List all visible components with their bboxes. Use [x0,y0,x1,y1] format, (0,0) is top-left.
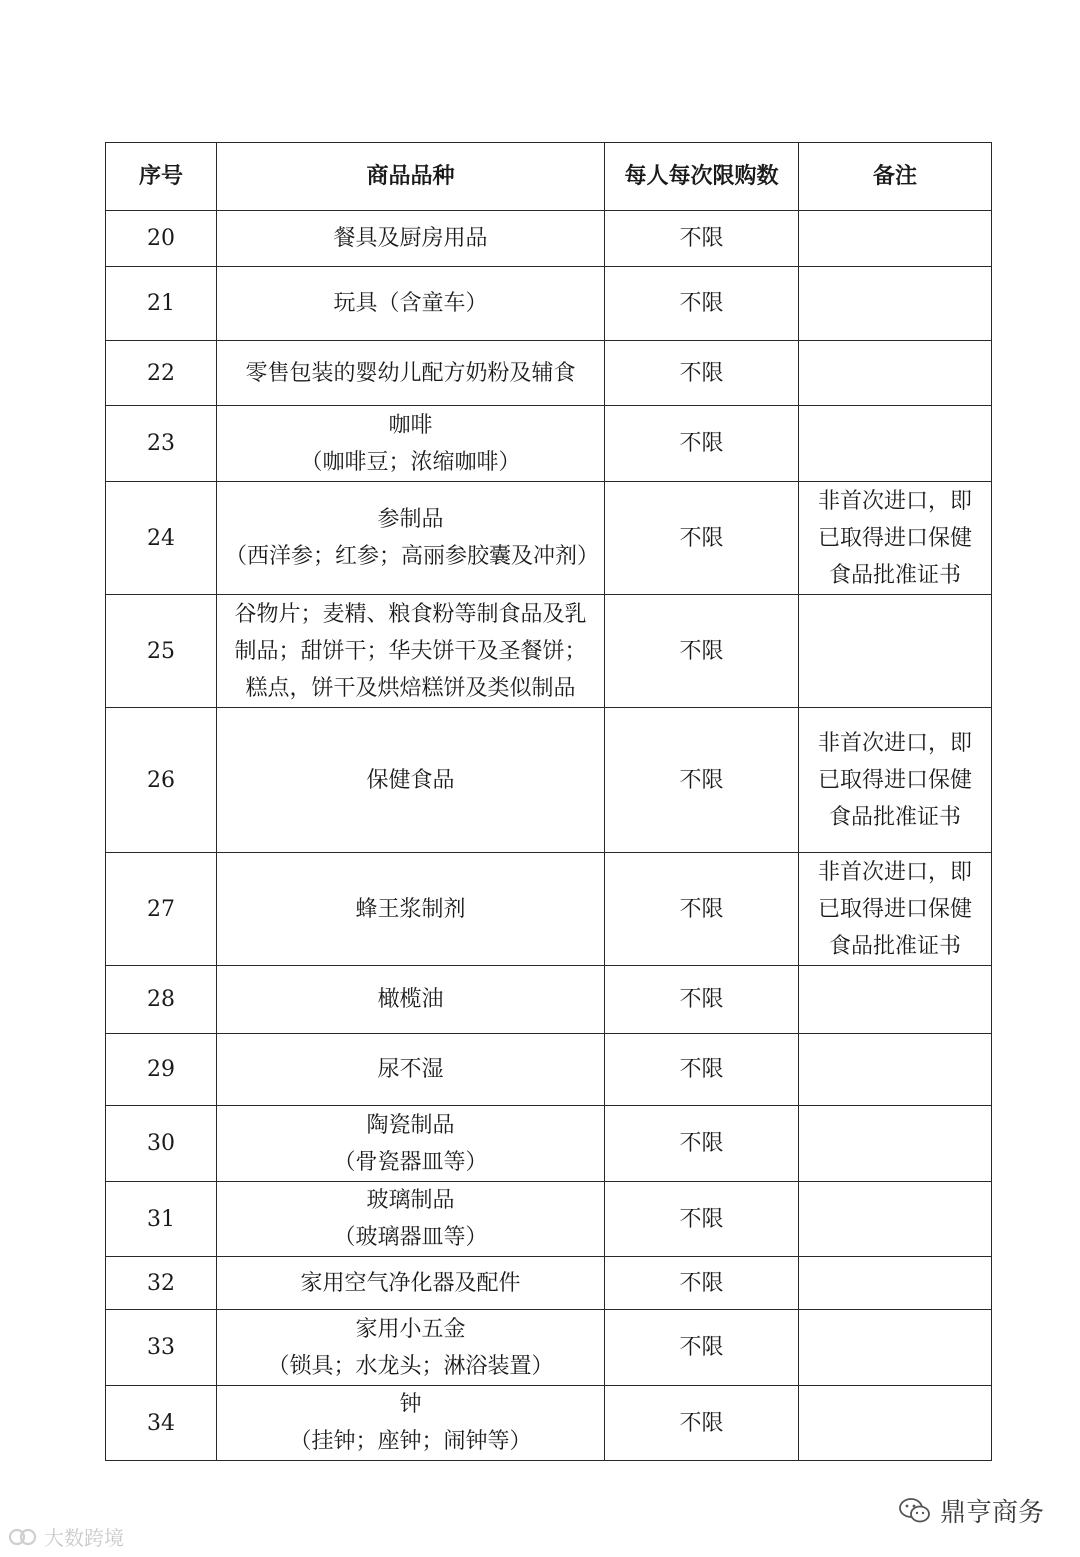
row-note [799,966,992,1034]
row-number: 25 [106,595,217,708]
item-line: （咖啡豆；浓缩咖啡） [300,449,521,475]
table-row [106,1182,992,1257]
note-line: 非首次进口，即 [817,859,972,885]
table-row [106,708,992,853]
note-line: 非首次进口，即 [817,488,972,514]
note-line: 食品批准证书 [828,562,961,588]
row-note [799,595,992,708]
row-note [799,1034,992,1106]
item-line: （骨瓷器皿等） [333,1149,488,1175]
header-number: 序号 [106,143,217,211]
row-number: 24 [106,482,217,595]
row-item [217,1106,605,1182]
row-item [217,1386,605,1461]
row-note [799,1257,992,1310]
brand-logo-icon [8,1526,38,1548]
row-limit: 不限 [605,595,799,708]
header-note: 备注 [799,143,992,211]
row-item [217,211,605,267]
table-row [106,1106,992,1182]
watermark-right [898,1492,1044,1529]
row-limit: 不限 [605,1310,799,1386]
table-row [106,267,992,341]
item-line: （挂钟；座钟；闹钟等） [289,1429,532,1454]
table-row [106,211,992,267]
row-note [799,267,992,341]
row-note [799,341,992,406]
row-note [799,1386,992,1461]
table-row [106,1034,992,1106]
row-number: 29 [106,1034,217,1106]
row-note [799,211,992,267]
note-line: 已取得进口保健 [817,767,972,793]
watermark-right-text: 鼎亨商务 [939,1498,1044,1528]
table-header-row [106,143,992,211]
item-line: 家用小五金 [355,1316,466,1342]
row-item [217,1257,605,1310]
table-row [106,1386,992,1461]
row-item [217,853,605,966]
row-number: 28 [106,966,217,1034]
row-limit: 不限 [605,1386,799,1461]
item-line: 咖啡 [388,412,433,438]
row-limit: 不限 [605,211,799,267]
note-line: 已取得进口保健 [817,896,972,922]
goods-table [105,142,992,1461]
note-line: 食品批准证书 [828,804,961,830]
item-line: 谷物片；麦精、粮食粉等制食品及乳 [234,601,587,627]
row-number: 34 [106,1386,217,1461]
row-note [799,1310,992,1386]
row-limit: 不限 [605,482,799,595]
header-limit: 每人每次限购数 [605,143,799,211]
note-line: 食品批准证书 [828,933,961,959]
row-number: 33 [106,1310,217,1386]
row-note [799,853,992,966]
row-number: 23 [106,406,217,482]
row-item [217,406,605,482]
row-item [217,1310,605,1386]
item-line: 陶瓷制品 [366,1112,455,1138]
item-line: 家用空气净化器及配件 [300,1270,521,1296]
row-limit: 不限 [605,406,799,482]
table-row [106,966,992,1034]
row-number: 22 [106,341,217,406]
row-limit: 不限 [605,341,799,406]
row-item [217,482,605,595]
row-item [217,1182,605,1257]
item-line: 玩具（含童车） [333,291,488,316]
row-note [799,482,992,595]
row-note [799,406,992,482]
table-row [106,1257,992,1310]
row-limit: 不限 [605,708,799,853]
table-body [106,211,992,1461]
table-row [106,406,992,482]
row-note [799,1106,992,1182]
watermark-left [8,1522,124,1551]
item-line: 参制品 [377,507,444,532]
table-row [106,1310,992,1386]
row-item [217,966,605,1034]
row-note [799,1182,992,1257]
item-line: 糕点，饼干及烘焙糕饼及类似制品 [245,675,576,701]
row-number: 27 [106,853,217,966]
row-number: 20 [106,211,217,267]
row-number: 31 [106,1182,217,1257]
row-item [217,595,605,708]
row-item [217,708,605,853]
table-row [106,341,992,406]
row-limit: 不限 [605,1257,799,1310]
row-number: 32 [106,1257,217,1310]
header-item: 商品品种 [217,143,605,211]
row-limit: 不限 [605,1106,799,1182]
item-line: 餐具及厨房用品 [333,226,488,251]
table-row [106,482,992,595]
table-row [106,853,992,966]
item-line: 尿不湿 [377,1057,444,1082]
watermark-left-text: 大数跨境 [44,1526,124,1550]
row-item [217,341,605,406]
item-line: 蜂王浆制剂 [355,896,466,922]
item-line: 保健食品 [366,767,455,793]
row-number: 21 [106,267,217,341]
item-line: 制品；甜饼干；华夫饼干及圣餐饼； [234,638,587,664]
note-line: 非首次进口，即 [817,730,972,756]
item-line: （玻璃器皿等） [333,1225,488,1250]
item-line: （锁具；水龙头；淋浴装置） [267,1353,554,1379]
item-line: 橄榄油 [377,987,444,1012]
table-row [106,595,992,708]
row-limit: 不限 [605,267,799,341]
item-line: 零售包装的婴幼儿配方奶粉及辅食 [245,360,576,386]
note-line: 已取得进口保健 [817,525,972,551]
row-limit: 不限 [605,853,799,966]
row-limit: 不限 [605,1182,799,1257]
row-number: 30 [106,1106,217,1182]
row-item [217,267,605,341]
item-line: （西洋参；红参；高丽参胶囊及冲剂） [225,544,600,569]
row-limit: 不限 [605,966,799,1034]
row-number: 26 [106,708,217,853]
item-line: 玻璃制品 [366,1188,455,1213]
row-limit: 不限 [605,1034,799,1106]
item-line: 钟 [399,1392,422,1417]
wechat-icon [898,1496,932,1526]
row-item [217,1034,605,1106]
row-note [799,708,992,853]
